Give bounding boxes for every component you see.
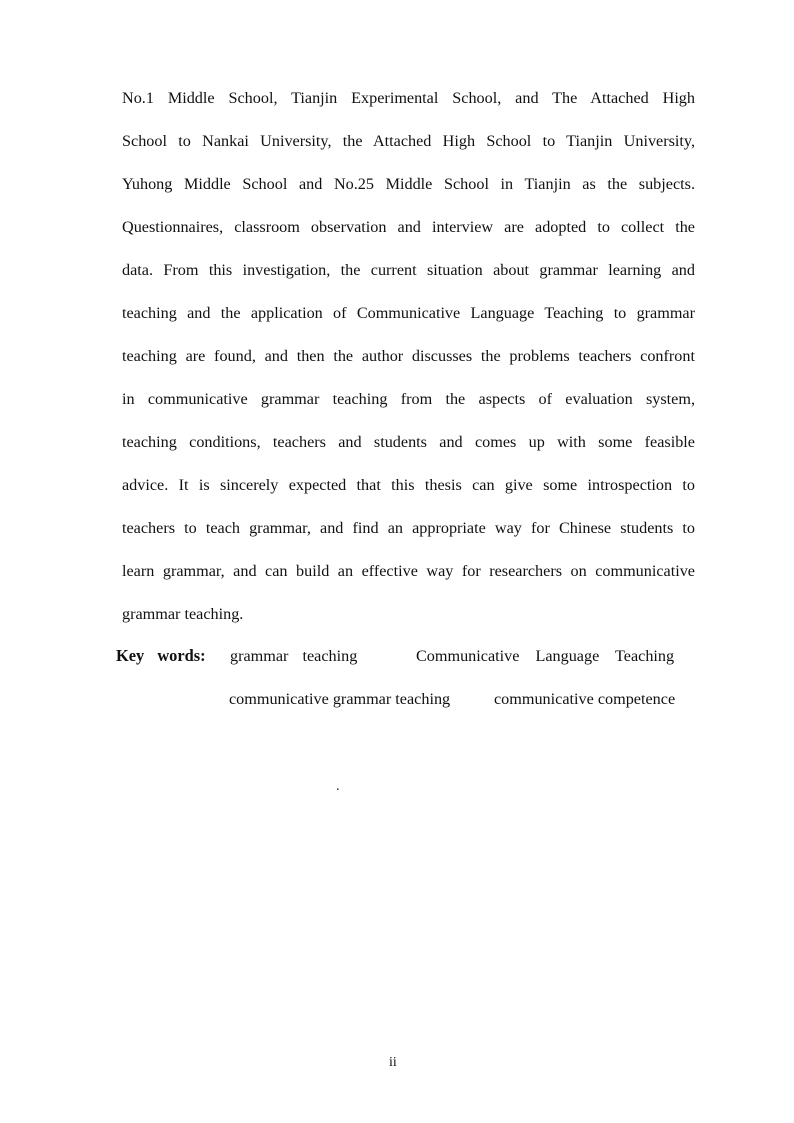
abstract-line: No.1 Middle School, Tianjin Experimental School, and The Attached High xyxy=(122,89,695,107)
abstract-line: data. From this investigation, the current situation about grammar learning and xyxy=(122,261,695,279)
key-word-item: grammar teaching xyxy=(230,647,358,665)
abstract-line: teachers to teach grammar, and find an appropriate way for Chinese students to xyxy=(122,519,695,537)
abstract-line: Questionnaires, classroom observation and interview are adopted to collect the xyxy=(122,218,695,236)
abstract-line: School to Nankai University, the Attached High School to Tianjin University, xyxy=(122,132,695,150)
abstract-line: teaching conditions, teachers and students and comes up with some feasible xyxy=(122,433,695,451)
key-word-item: communicative grammar teaching xyxy=(229,690,451,708)
abstract-line: teaching and the application of Communicative Language Teaching to grammar xyxy=(122,304,695,322)
abstract-line: advice. It is sincerely expected that this thesis can give some introspection to xyxy=(122,476,695,494)
key-word-item: communicative competence xyxy=(494,690,676,708)
abstract-line: grammar teaching. xyxy=(122,605,244,623)
abstract-line: Yuhong Middle School and No.25 Middle School in Tianjin as the subjects. xyxy=(122,175,695,193)
key-word-item: Communicative Language Teaching xyxy=(416,647,675,665)
abstract-line: teaching are found, and then the author discusses the problems teachers confront xyxy=(122,347,695,365)
key-words-label: Key words: xyxy=(116,646,206,665)
stray-mark: . xyxy=(336,779,340,794)
abstract-line: in communicative grammar teaching from the aspects of evaluation system, xyxy=(122,390,695,408)
page-number: ii xyxy=(389,1055,397,1070)
abstract-line: learn grammar, and can build an effective way for researchers on communicative xyxy=(122,562,695,580)
